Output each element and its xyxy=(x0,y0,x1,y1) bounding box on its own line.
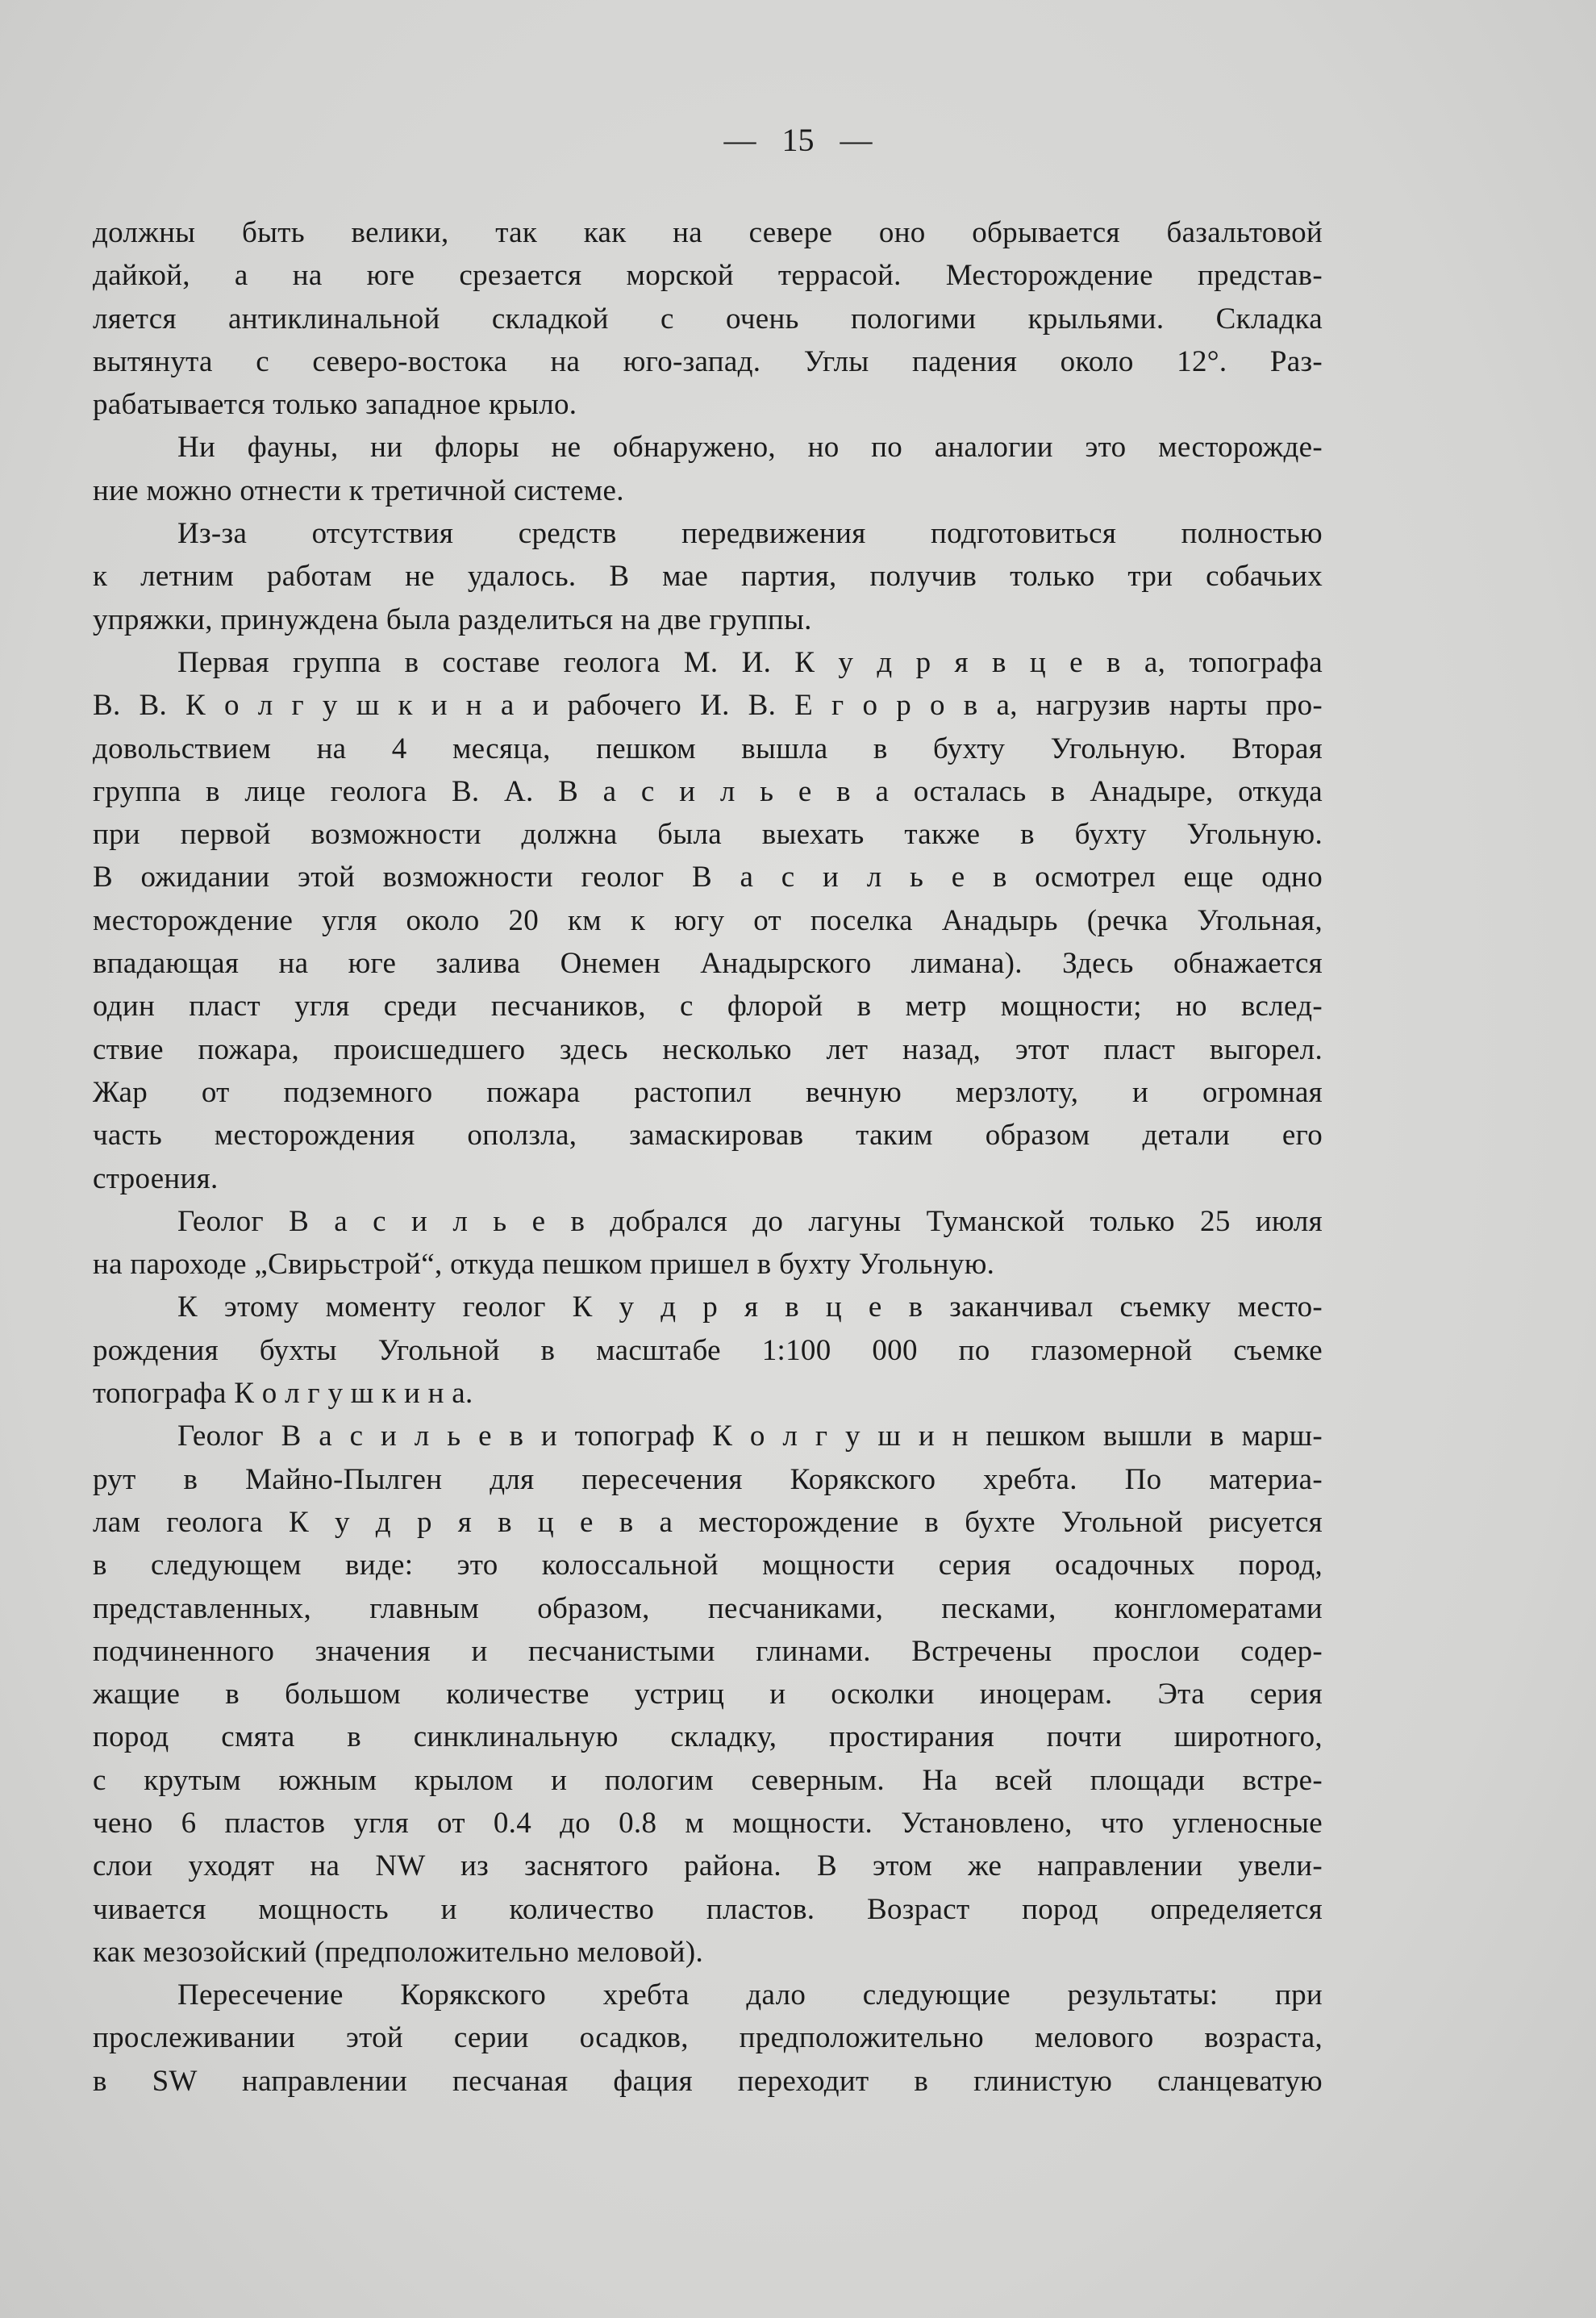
text-line: к летним работам не удалось. В мае партия, получив только три собачьих xyxy=(93,560,1323,594)
paragraph xyxy=(93,1974,1323,2103)
text-line: представленных, главным образом, песчаниками, песками, конгломератами xyxy=(93,1591,1323,1625)
text-line: дайкой, а на юге срезается морской террасой. Месторождение представ- xyxy=(93,259,1323,293)
text-line: Геолог В а с и л ь е в и топограф К о л г у ш и н пешком вышли в марш- xyxy=(177,1420,1323,1453)
text-line: Первая группа в составе геолога М. И. К у д р я в ц е в а, топографа xyxy=(177,645,1323,679)
text-line: лам геолога К у д р я в ц е в а месторождение в бухте Угольной рисуется xyxy=(93,1505,1323,1539)
text-line: В. В. К о л г у ш к и н а и рабочего И. В. Е г о р о в а, нагрузив нарты про- xyxy=(93,689,1323,723)
text-line: с крутым южным крылом и пологим северным. На всей площади встре- xyxy=(93,1763,1323,1797)
text-line: в следующем виде: это колоссальной мощности серия осадочных пород, xyxy=(93,1549,1323,1582)
paragraph xyxy=(93,641,1323,1200)
text-line: впадающая на юге залива Онемен Анадырского лимана). Здесь обнажается xyxy=(93,947,1323,981)
text-line: чено 6 пластов угля от 0.4 до 0.8 м мощности. Установлено, что угленосные xyxy=(93,1806,1323,1840)
body-text xyxy=(93,211,1323,2103)
text-line: рождения бухты Угольной в масштабе 1:100 000 по глазомерной съемке xyxy=(93,1333,1323,1367)
text-line: Ни фауны, ни флоры не обнаружено, но по аналогии это месторожде- xyxy=(177,431,1323,465)
text-line: группа в лице геолога В. А. В а с и л ь е в а осталась в Анадыре, откуда xyxy=(93,774,1323,808)
text-line: ние можно отнести к третичной системе. xyxy=(93,473,624,507)
text-line: Геолог В а с и л ь е в добрался до лагуны Туманской только 25 июля xyxy=(177,1204,1323,1238)
text-line: рабатывается только западное крыло. xyxy=(93,388,577,422)
text-line: должны быть велики, так как на севере оно обрывается базальтовой xyxy=(93,216,1323,249)
text-line: чивается мощность и количество пластов. Возраст пород определяется xyxy=(93,1892,1323,1926)
text-line: строения. xyxy=(93,1161,219,1195)
text-line: жащие в большом количестве устриц и осколки иноцерам. Эта серия xyxy=(93,1678,1323,1711)
text-line: Жар от подземного пожара растопил вечную мерзлоту, и огромная xyxy=(93,1075,1323,1109)
text-line: подчиненного значения и песчанистыми глинами. Встречены прослои содер- xyxy=(93,1634,1323,1668)
text-line: топографа К о л г у ш к и н а. xyxy=(93,1377,473,1411)
text-line: упряжки, принуждена была разделиться на две группы. xyxy=(93,602,812,636)
text-line: вытянута с северо-востока на юго-запад. Углы падения около 12°. Раз- xyxy=(93,344,1323,378)
text-line: при первой возможности должна была выехать также в бухту Угольную. xyxy=(93,818,1323,852)
text-line: К этому моменту геолог К у д р я в ц е в заканчивал съемку место- xyxy=(177,1290,1323,1324)
text-line: В ожидании этой возможности геолог В а с и л ь е в осмотрел еще одно xyxy=(93,861,1323,894)
paragraph xyxy=(93,1200,1323,1286)
text-line: Пересечение Корякского хребта дало следующие результаты: при xyxy=(177,1978,1323,2012)
text-line: ствие пожара, происшедшего здесь несколько лет назад, этот пласт выгорел. xyxy=(93,1032,1323,1066)
text-line: на пароходе „Свирьстрой“, откуда пешком пришел в бухту Угольную. xyxy=(93,1248,995,1282)
text-line: слои уходят на NW из заснятого района. В этом же направлении увели- xyxy=(93,1849,1323,1883)
paragraph xyxy=(93,1286,1323,1415)
text-line: Из-за отсутствия средств передвижения подготовиться полностью xyxy=(177,517,1323,551)
paragraph xyxy=(93,512,1323,641)
text-line: один пласт угля среди песчаников, с флорой в метр мощности; но вслед- xyxy=(93,990,1323,1024)
page-number: — 15 — xyxy=(723,122,873,158)
text-line: месторождение угля около 20 км к югу от поселка Анадырь (речка Угольная, xyxy=(93,903,1323,937)
text-line: ляется антиклинальной складкой с очень пологими крыльями. Складка xyxy=(93,302,1323,336)
text-line: прослеживании этой серии осадков, предположительно мелового возраста, xyxy=(93,2021,1323,2055)
text-line: довольствием на 4 месяца, пешком вышла в бухту Угольную. Вторая xyxy=(93,732,1323,765)
text-line: в SW направлении песчаная фация переходит в глинистую сланцеватую xyxy=(93,2064,1323,2098)
text-line: рут в Майно-Пылген для пересечения Корякского хребта. По материа- xyxy=(93,1462,1323,1496)
text-line: пород смята в синклинальную складку, простирания почти широтного, xyxy=(93,1720,1323,1754)
text-line: как мезозойский (предположительно меловой). xyxy=(93,1935,704,1969)
paragraph xyxy=(93,426,1323,512)
paragraph xyxy=(93,211,1323,426)
text-line: часть месторождения оползла, замаскировав таким образом детали его xyxy=(93,1119,1323,1153)
paragraph xyxy=(93,1415,1323,1974)
